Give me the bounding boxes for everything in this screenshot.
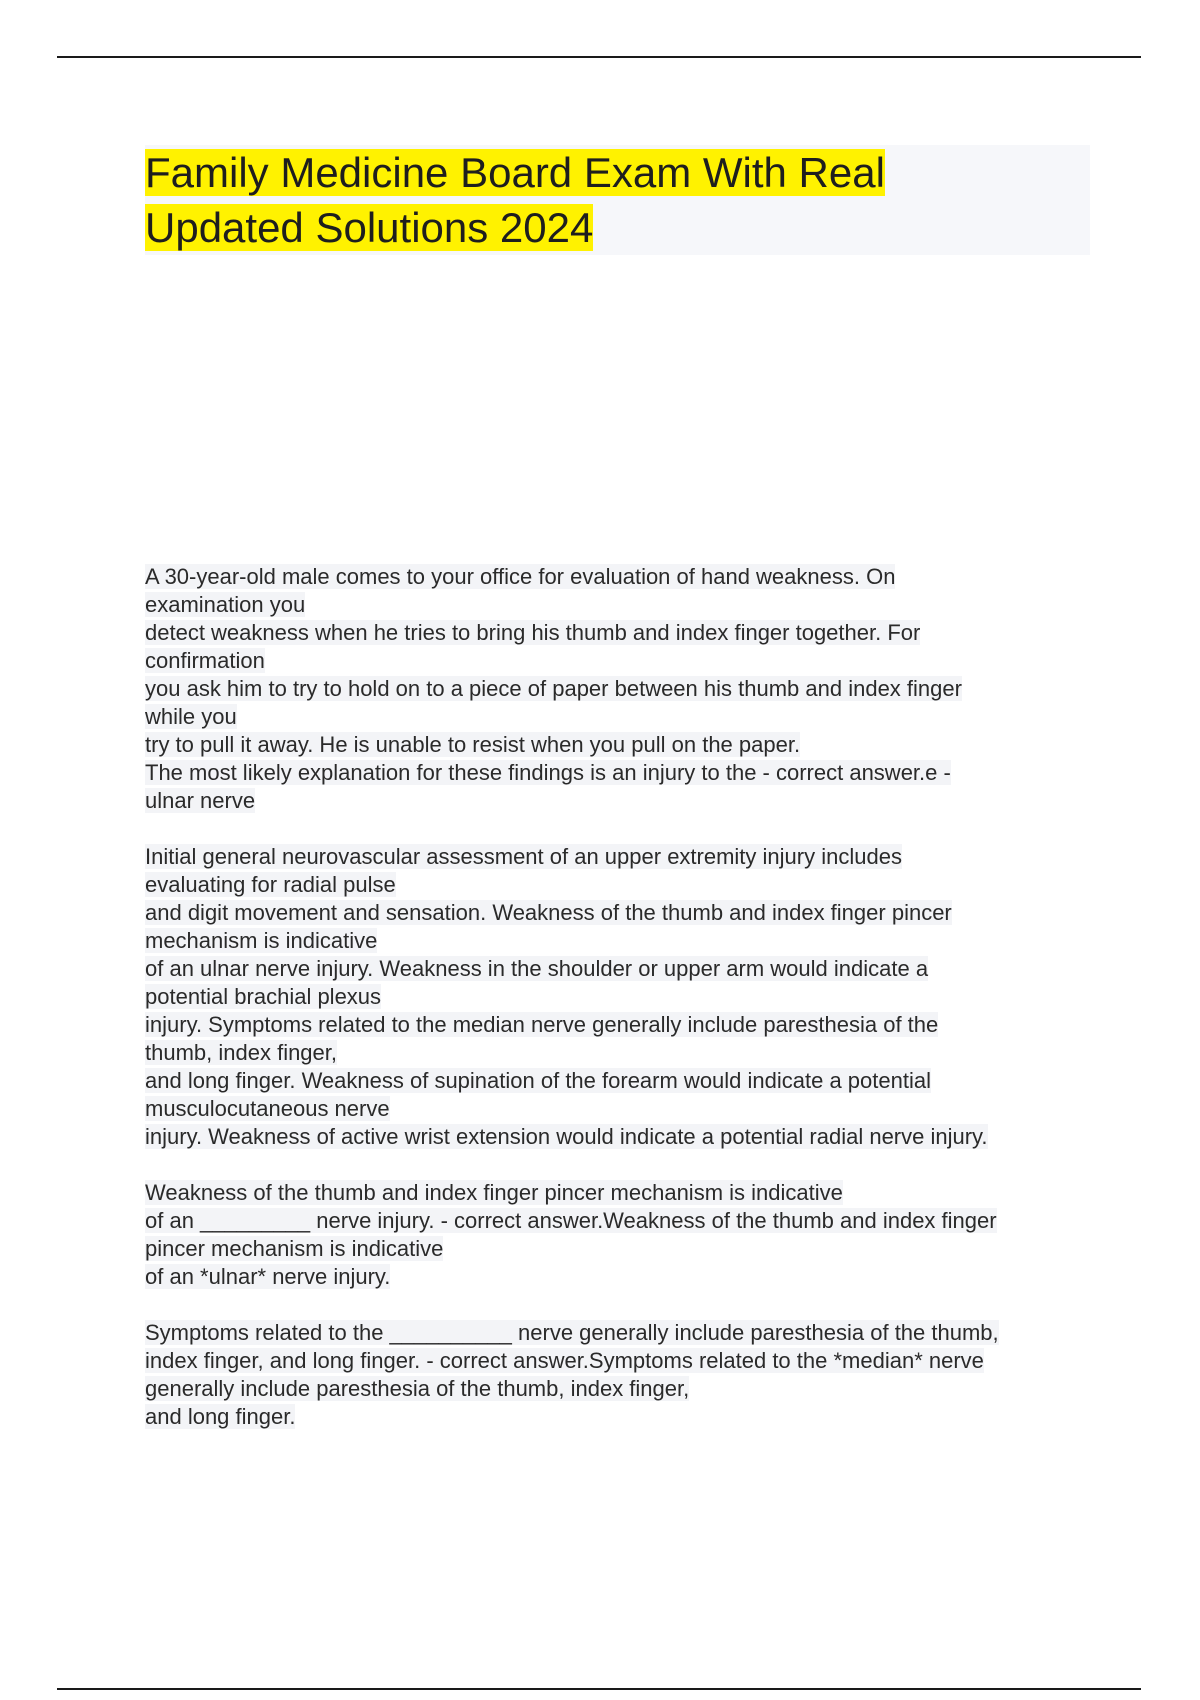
title-line-2: Updated Solutions 2024	[145, 204, 594, 251]
text-line-content: and long finger. Weakness of supination of the forearm would indicate a potential	[145, 1068, 931, 1093]
paragraph-spacer	[145, 815, 1085, 843]
text-line-content: and digit movement and sensation. Weakness of the thumb and index finger pincer	[145, 900, 952, 925]
paragraph-spacer	[145, 1151, 1085, 1179]
paragraph-spacer	[145, 1291, 1085, 1319]
text-line-content: musculocutaneous nerve	[145, 1096, 390, 1121]
text-line	[145, 1319, 1085, 1347]
text-line	[145, 927, 1085, 955]
text-line-content: Symptoms related to the __________ nerve generally include paresthesia of the thumb,	[145, 1320, 999, 1345]
text-line-content: The most likely explanation for these findings is an injury to the - correct answer.e -	[145, 760, 951, 785]
text-line-content: thumb, index finger,	[145, 1040, 338, 1065]
text-line	[145, 703, 1085, 731]
text-line	[145, 1011, 1085, 1039]
text-line-content: examination you	[145, 592, 306, 617]
text-line-content: injury. Weakness of active wrist extension would indicate a potential radial nerve injury.	[145, 1124, 988, 1149]
text-line	[145, 1207, 1085, 1235]
paragraph	[145, 1179, 1085, 1291]
text-line-content: Weakness of the thumb and index finger pincer mechanism is indicative	[145, 1180, 843, 1205]
text-line	[145, 1235, 1085, 1263]
document-title	[145, 145, 1090, 255]
text-line	[145, 1375, 1085, 1403]
text-line-content: try to pull it away. He is unable to resist when you pull on the paper.	[145, 732, 801, 757]
text-line-content: pincer mechanism is indicative	[145, 1236, 444, 1261]
text-line	[145, 759, 1085, 787]
text-line-content: injury. Symptoms related to the median nerve generally include paresthesia of the	[145, 1012, 939, 1037]
text-line-content: confirmation	[145, 648, 265, 673]
text-line-content: potential brachial plexus	[145, 984, 382, 1009]
text-line	[145, 731, 1085, 759]
bottom-rule	[57, 1688, 1141, 1690]
paragraph	[145, 563, 1085, 815]
text-line	[145, 899, 1085, 927]
text-line	[145, 563, 1085, 591]
text-line	[145, 1403, 1085, 1431]
text-line-content: ulnar nerve	[145, 788, 256, 813]
text-line	[145, 787, 1085, 815]
top-rule	[57, 56, 1141, 58]
text-line	[145, 1067, 1085, 1095]
text-line-content: of an _________ nerve injury. - correct answer.Weakness of the thumb and index finger	[145, 1208, 997, 1233]
text-line-content: of an *ulnar* nerve injury.	[145, 1264, 391, 1289]
title-line-1: Family Medicine Board Exam With Real	[145, 149, 885, 196]
text-line	[145, 647, 1085, 675]
text-line	[145, 675, 1085, 703]
text-line-content: while you	[145, 704, 237, 729]
text-line	[145, 619, 1085, 647]
paragraph	[145, 843, 1085, 1151]
text-line-content: index finger, and long finger. - correct answer.Symptoms related to the *median* nerve	[145, 1348, 984, 1373]
text-line	[145, 1263, 1085, 1291]
text-line	[145, 591, 1085, 619]
text-line	[145, 871, 1085, 899]
text-line	[145, 955, 1085, 983]
text-line	[145, 1039, 1085, 1067]
text-line-content: A 30-year-old male comes to your office for evaluation of hand weakness. On	[145, 564, 896, 589]
text-line-content: detect weakness when he tries to bring his thumb and index finger together. For	[145, 620, 921, 645]
text-line-content: evaluating for radial pulse	[145, 872, 396, 897]
text-line-content: generally include paresthesia of the thumb, index finger,	[145, 1376, 690, 1401]
text-line	[145, 1347, 1085, 1375]
text-line	[145, 1179, 1085, 1207]
text-line	[145, 1123, 1085, 1151]
text-line	[145, 983, 1085, 1011]
title-block	[145, 145, 1090, 255]
text-line	[145, 1095, 1085, 1123]
text-line	[145, 843, 1085, 871]
text-line-content: and long finger.	[145, 1404, 296, 1429]
text-line-content: you ask him to try to hold on to a piece of paper between his thumb and index finger	[145, 676, 962, 701]
paragraph	[145, 1319, 1085, 1431]
document-body	[145, 563, 1085, 1431]
text-line-content: of an ulnar nerve injury. Weakness in the shoulder or upper arm would indicate a	[145, 956, 929, 981]
text-line-content: mechanism is indicative	[145, 928, 378, 953]
text-line-content: Initial general neurovascular assessment of an upper extremity injury includes	[145, 844, 902, 869]
